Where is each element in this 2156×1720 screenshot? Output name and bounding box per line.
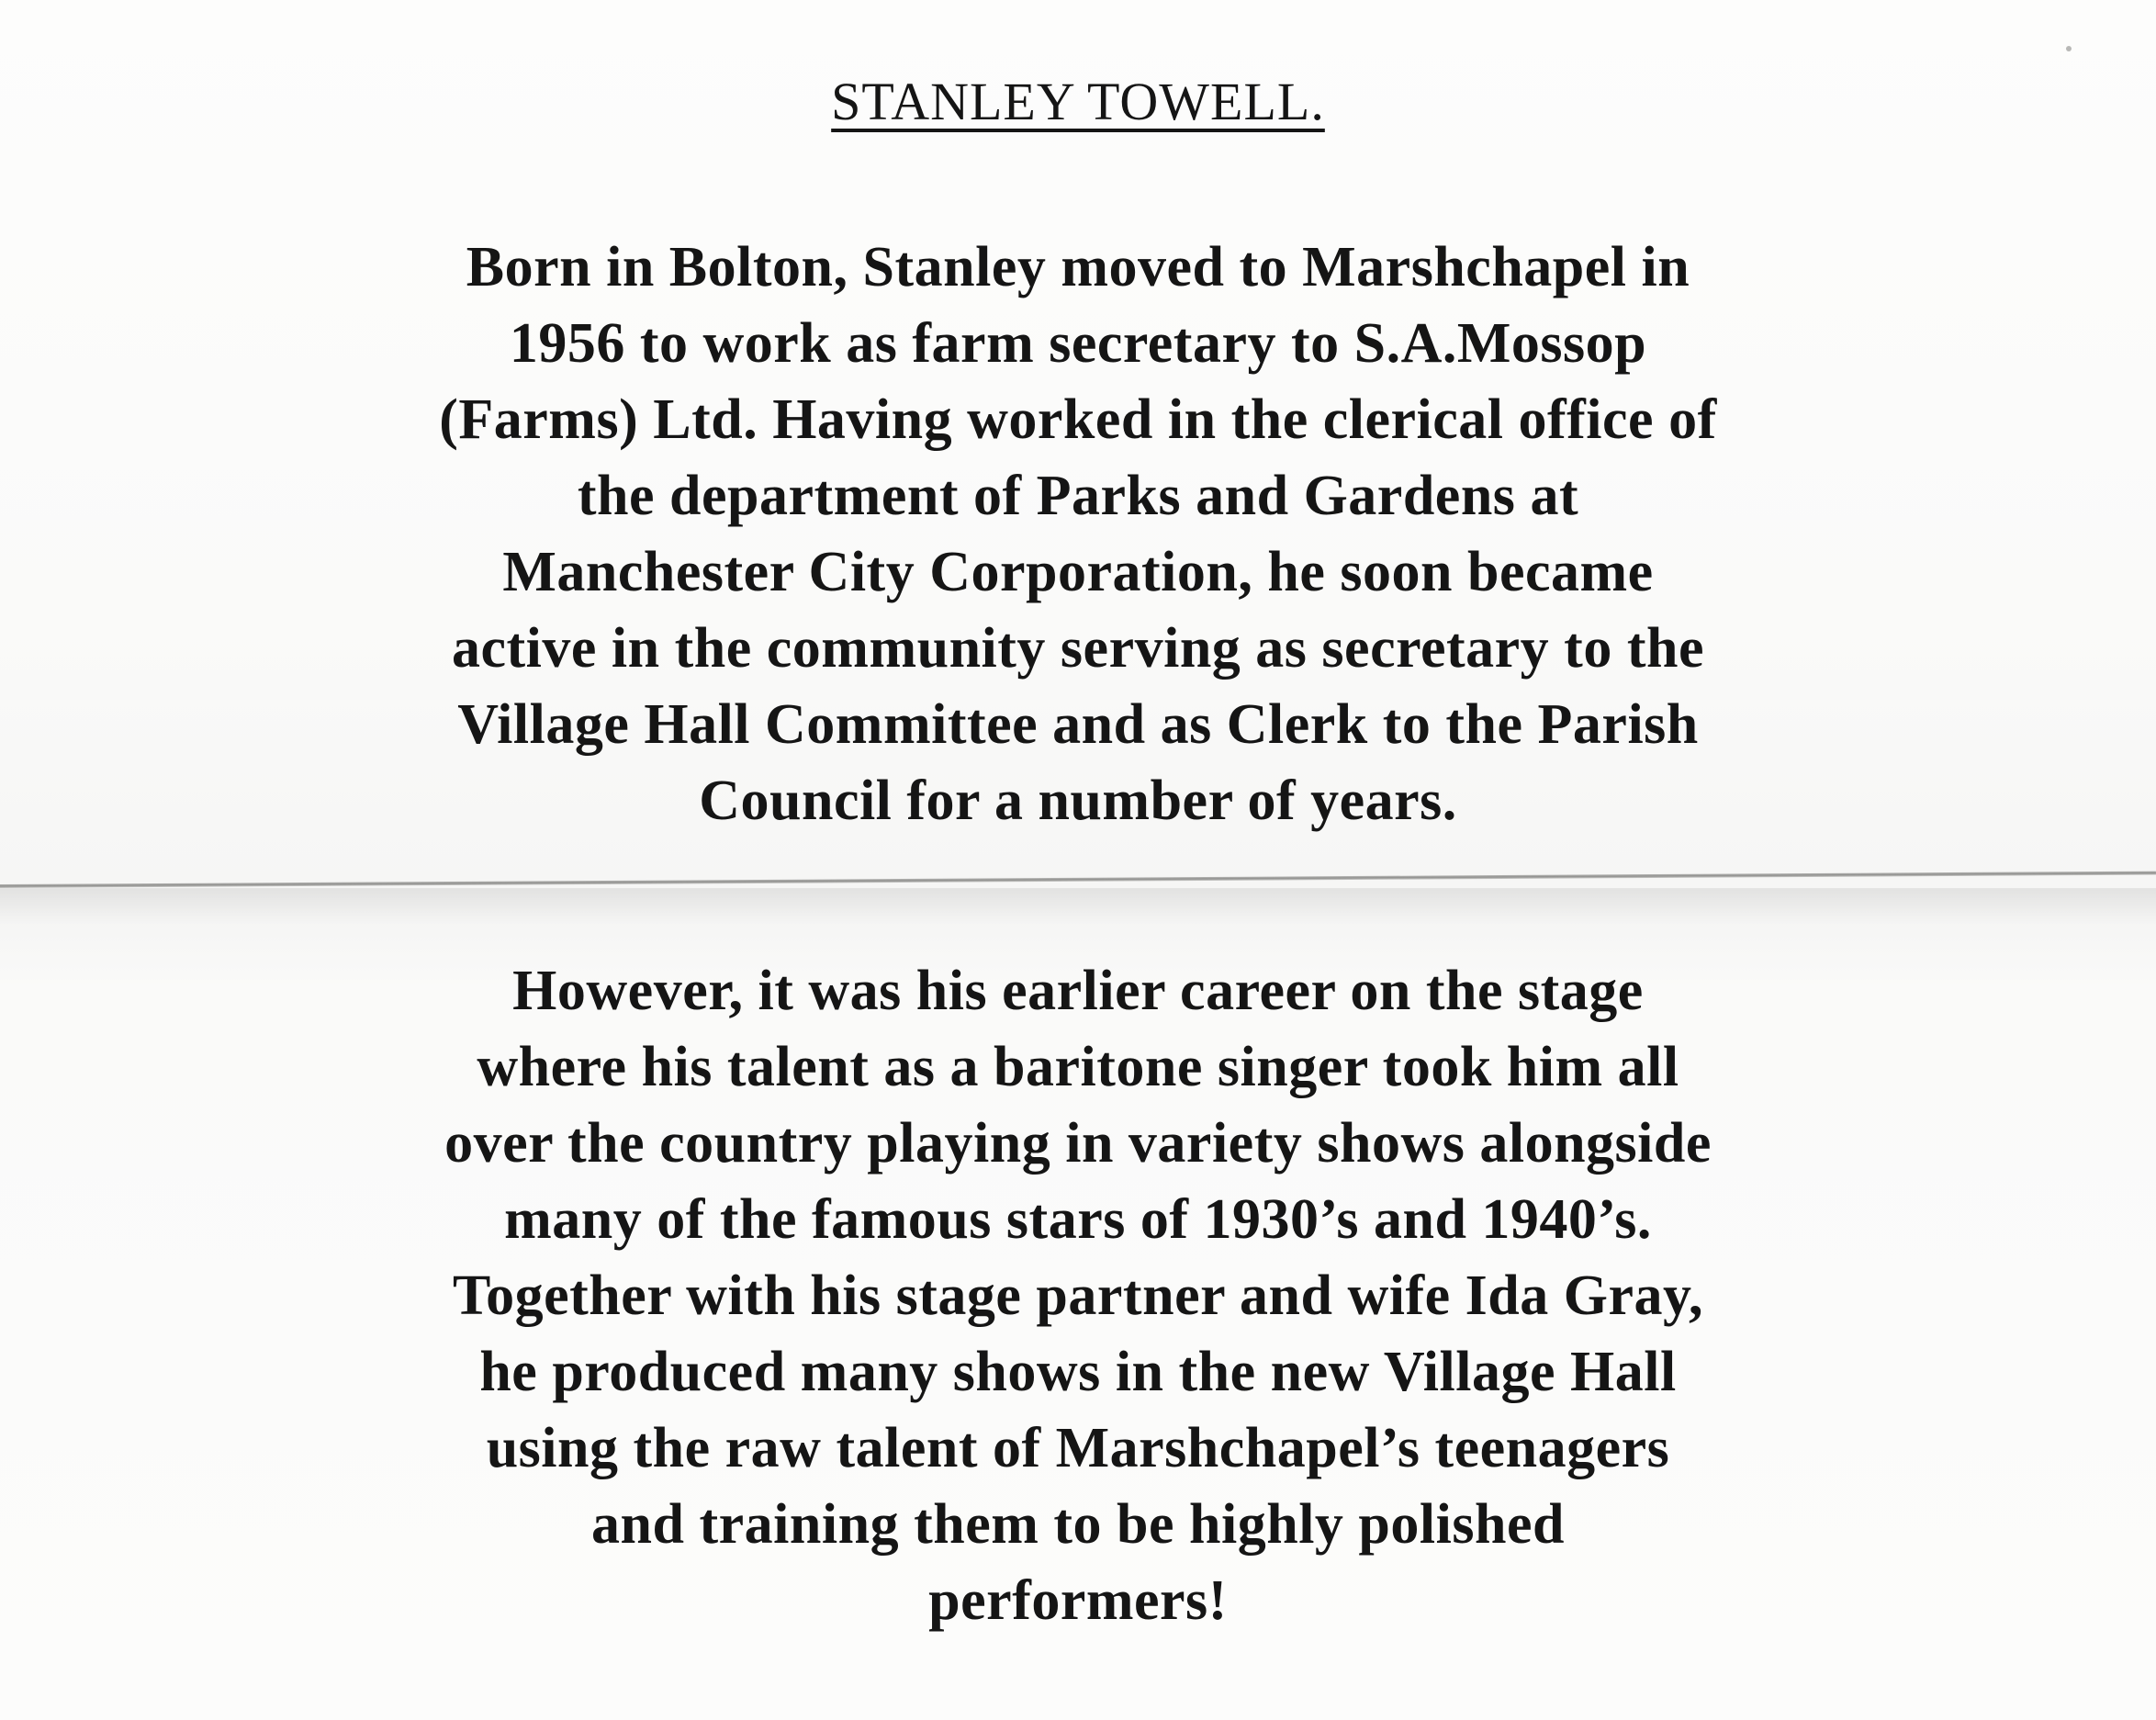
paragraph-2-line: many of the famous stars of 1930’s and 1940’s.: [504, 1188, 1652, 1251]
paragraph-2-line: Together with his stage partner and wife Ida Gray,: [452, 1265, 1704, 1327]
paragraph-2-line: where his talent as a baritone singer took him all: [477, 1036, 1679, 1098]
paragraph-1: [275, 230, 1881, 839]
paper-join-shadow: [0, 888, 2156, 925]
paragraph-2: [275, 953, 1881, 1639]
paragraph-2-line: performers!: [928, 1569, 1228, 1632]
paragraph-1-line: Born in Bolton, Stanley moved to Marshchapel in: [466, 236, 1690, 298]
paragraph-1-line: the department of Parks and Gardens at: [577, 465, 1579, 527]
paragraph-2-line: he produced many shows in the new Village Hall: [479, 1341, 1677, 1403]
paragraph-2-line: and training them to be highly polished: [591, 1493, 1565, 1556]
paragraph-1-line: Manchester City Corporation, he soon became: [502, 541, 1654, 603]
document-title: [0, 72, 2156, 132]
paragraph-2-line: However, it was his earlier career on the stage: [512, 960, 1644, 1022]
paragraph-2-line: using the raw talent of Marshchapel’s teenagers: [486, 1417, 1670, 1479]
scan-speck: [2066, 46, 2072, 51]
paragraph-1-line: active in the community serving as secretary to the: [452, 617, 1704, 680]
paragraph-2-line: over the country playing in variety shows alongside: [444, 1112, 1712, 1175]
paragraph-1-line: (Farms) Ltd. Having worked in the clerical office of: [439, 388, 1717, 451]
document-title-text: STANLEY TOWELL.: [831, 72, 1325, 131]
paragraph-1-line: Village Hall Committee and as Clerk to the Parish: [457, 693, 1699, 756]
paragraph-1-line: Council for a number of years.: [699, 770, 1457, 832]
paragraph-1-line: 1956 to work as farm secretary to S.A.Mossop: [509, 312, 1647, 375]
